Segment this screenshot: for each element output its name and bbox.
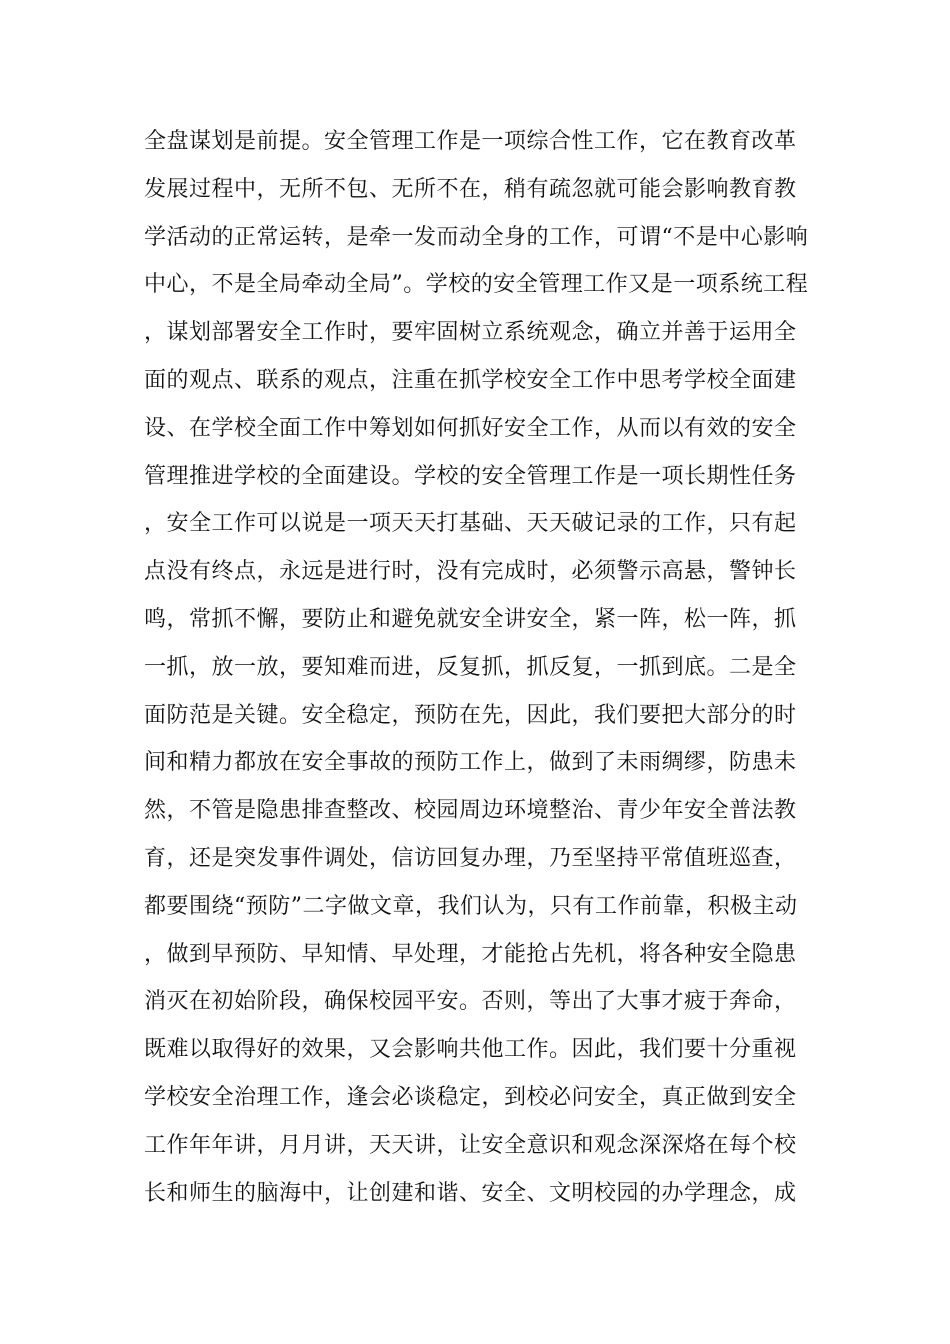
- text-line: 点没有终点，永远是进行时，没有完成时，必须警示高悬，警钟长: [144, 559, 797, 585]
- text-line: 面防范是关键。安全稳定，预防在先，因此，我们要把大部分的时: [144, 702, 797, 728]
- text-line: 学校安全治理工作，逢会必谈稳定，到校必问安全，真正做到安全: [144, 1084, 797, 1110]
- text-line: 育，还是突发事件调处，信访回复办理，乃至坚持平常值班巡查，: [144, 845, 797, 871]
- text-line: 学活动的正常运转，是牵一发而动全身的工作，可谓“不是中心影响: [144, 224, 809, 250]
- text-line: 管理推进学校的全面建设。学校的安全管理工作是一项长期性任务: [144, 463, 797, 489]
- text-line: 工作年年讲，月月讲，天天讲，让安全意识和观念深深烙在每个校: [144, 1132, 797, 1158]
- text-line: 长和师生的脑海中，让创建和谐、安全、文明校园的办学理念，成: [144, 1180, 797, 1206]
- text-line: 中心，不是全局牵动全局”。学校的安全管理工作又是一项系统工程: [144, 272, 809, 298]
- text-line: 面的观点、联系的观点，注重在抓学校安全工作中思考学校全面建: [144, 367, 797, 393]
- text-line: ，做到早预防、早知情、早处理，才能抢占先机，将各种安全隐患: [144, 941, 797, 967]
- text-line: 然，不管是隐患排查整改、校园周边环境整治、青少年安全普法教: [144, 798, 797, 824]
- body-text: [144, 118, 824, 1217]
- text-line: 全盘谋划是前提。安全管理工作是一项综合性工作，它在教育改革: [144, 129, 797, 154]
- text-line: 既难以取得好的效果，又会影响共他工作。因此，我们要十分重视: [144, 1037, 797, 1063]
- text-line: 鸣，常抓不懈，要防止和避免就安全讲安全，紧一阵，松一阵，抓: [144, 606, 797, 632]
- text-line: 设、在学校全面工作中筹划如何抓好安全工作，从而以有效的安全: [144, 415, 797, 441]
- text-line: ，安全工作可以说是一项天天打基础、天天破记录的工作，只有起: [144, 511, 797, 537]
- text-line: 发展过程中，无所不包、无所不在，稍有疏忽就可能会影响教育教: [144, 176, 797, 202]
- text-line: 消灭在初始阶段，确保校园平安。否则，等出了大事才疲于奔命，: [144, 989, 797, 1015]
- text-line: 一抓，放一放，要知难而进，反复抓，抓反复，一抓到底。二是全: [144, 654, 797, 680]
- text-line: 间和精力都放在安全事故的预防工作上，做到了未雨绸缪，防患未: [144, 750, 797, 776]
- text-line: ，谋划部署安全工作时，要牢固树立系统观念，确立并善于运用全: [144, 320, 797, 346]
- text-line: 都要围绕“预防”二字做文章，我们认为，只有工作前靠，积极主动: [144, 893, 798, 919]
